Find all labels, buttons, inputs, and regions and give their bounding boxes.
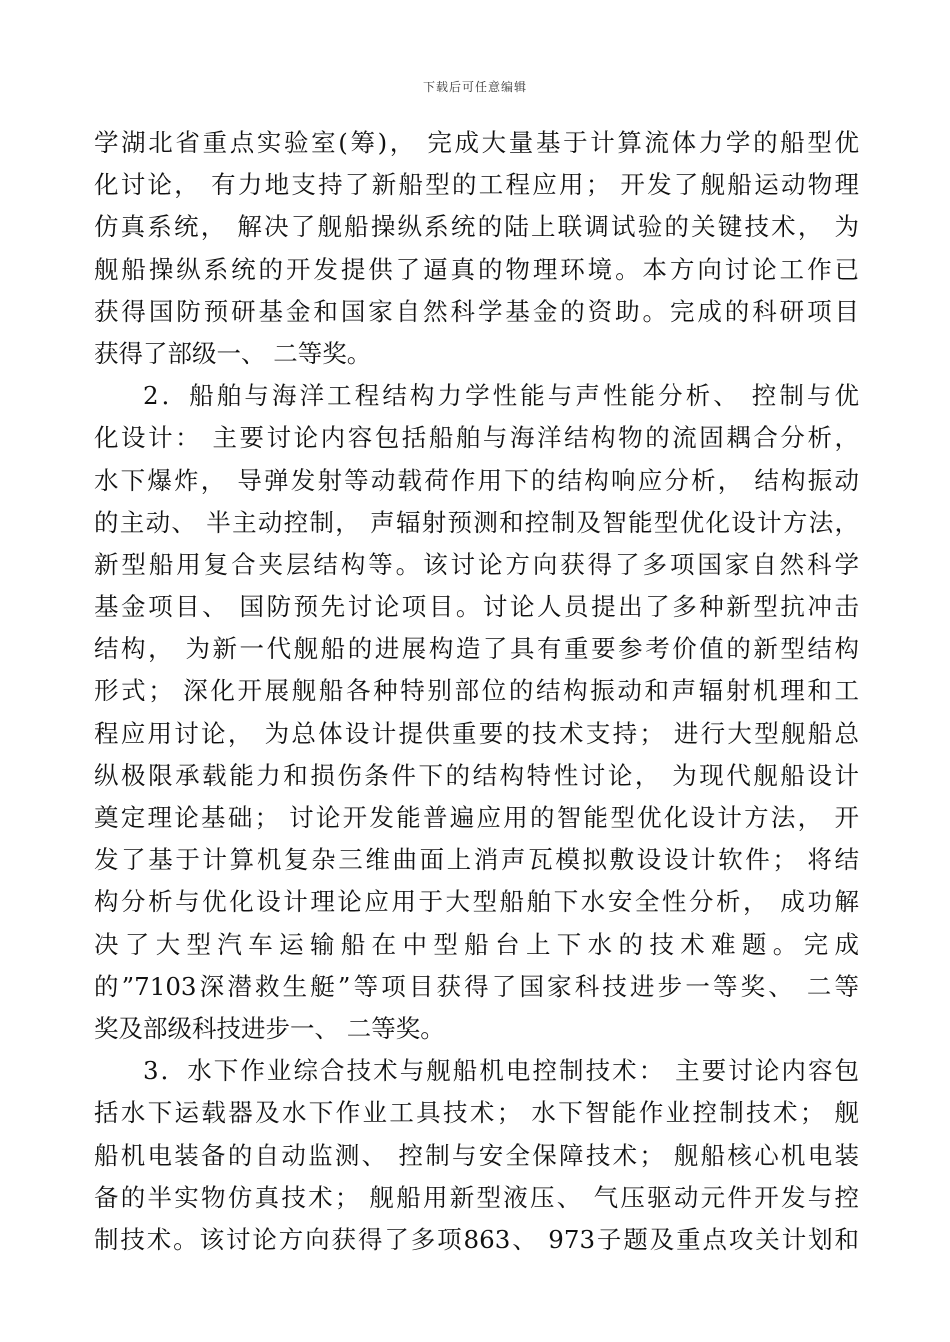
text-line: 程应用讨论， 为总体设计提供重要的技术支持； 进行大型舰船总 bbox=[94, 718, 859, 748]
text-line: 基金项目、 国防预先讨论项目。讨论人员提出了多种新型抗冲击 bbox=[94, 592, 859, 622]
text-line: 获得了部级一、 二等奖。 bbox=[94, 338, 372, 368]
document-body bbox=[94, 122, 859, 1261]
paragraph-heading-2: 2．船舶与海洋工程结构力学性能与声性能分析、 控制与优 bbox=[143, 381, 859, 411]
page-header: 下载后可任意编辑 bbox=[422, 80, 527, 94]
text-line: 括水下运载器及水下作业工具技术； 水下智能作业控制技术； 舰 bbox=[94, 1098, 859, 1128]
text-line: 备的半实物仿真技术； 舰船用新型液压、 气压驱动元件开发与控 bbox=[94, 1182, 859, 1212]
text-line: 构分析与优化设计理论应用于大型船舶下水安全性分析， 成功解 bbox=[94, 887, 859, 917]
text-line: 化讨论， 有力地支持了新船型的工程应用； 开发了舰船运动物理 bbox=[94, 170, 859, 200]
text-line: 奖及部级科技进步一、 二等奖。 bbox=[94, 1013, 445, 1043]
text-line: 奠定理论基础； 讨论开发能普遍应用的智能型优化设计方法， 开 bbox=[94, 803, 859, 832]
text-line: 舰船操纵系统的开发提供了逼真的物理环境。本方向讨论工作已 bbox=[94, 254, 859, 284]
text-line: 的”7103深潜救生艇”等项目获得了国家科技进步一等奖、 二等 bbox=[94, 971, 859, 1001]
text-line: 制技术。该讨论方向获得了多项863、 973子题及重点攻关计划和 bbox=[94, 1224, 859, 1254]
text-line: 发了基于计算机复杂三维曲面上消声瓦模拟敷设设计软件； 将结 bbox=[94, 845, 859, 875]
text-line: 的主动、 半主动控制， 声辐射预测和控制及智能型优化设计方法， bbox=[94, 507, 859, 537]
paragraph-heading-3: 3．水下作业综合技术与舰船机电控制技术： 主要讨论内容包 bbox=[143, 1056, 859, 1086]
text-line: 化设计： 主要讨论内容包括船舶与海洋结构物的流固耦合分析， bbox=[94, 423, 859, 453]
text-line: 纵极限承载能力和损伤条件下的结构特性讨论， 为现代舰船设计 bbox=[94, 760, 859, 790]
text-line: 决了大型汽车运输船在中型船台上下水的技术难题。完成 bbox=[94, 929, 859, 959]
text-line: 获得国防预研基金和国家自然科学基金的资助。完成的科研项目 bbox=[94, 296, 859, 326]
text-line: 结构， 为新一代舰船的进展构造了具有重要参考价值的新型结构 bbox=[94, 634, 859, 664]
text-line: 学湖北省重点实验室(筹)， 完成大量基于计算流体力学的船型优 bbox=[94, 128, 859, 157]
text-line: 水下爆炸， 导弹发射等动载荷作用下的结构响应分析， 结构振动 bbox=[94, 465, 859, 495]
text-line: 形式； 深化开展舰船各种特别部位的结构振动和声辐射机理和工 bbox=[94, 676, 859, 706]
text-line: 船机电装备的自动监测、 控制与安全保障技术； 舰船核心机电装 bbox=[94, 1140, 859, 1170]
text-line: 仿真系统， 解决了舰船操纵系统的陆上联调试验的关键技术， 为 bbox=[94, 212, 859, 242]
text-line: 新型船用复合夹层结构等。该讨论方向获得了多项国家自然科学 bbox=[94, 549, 859, 579]
